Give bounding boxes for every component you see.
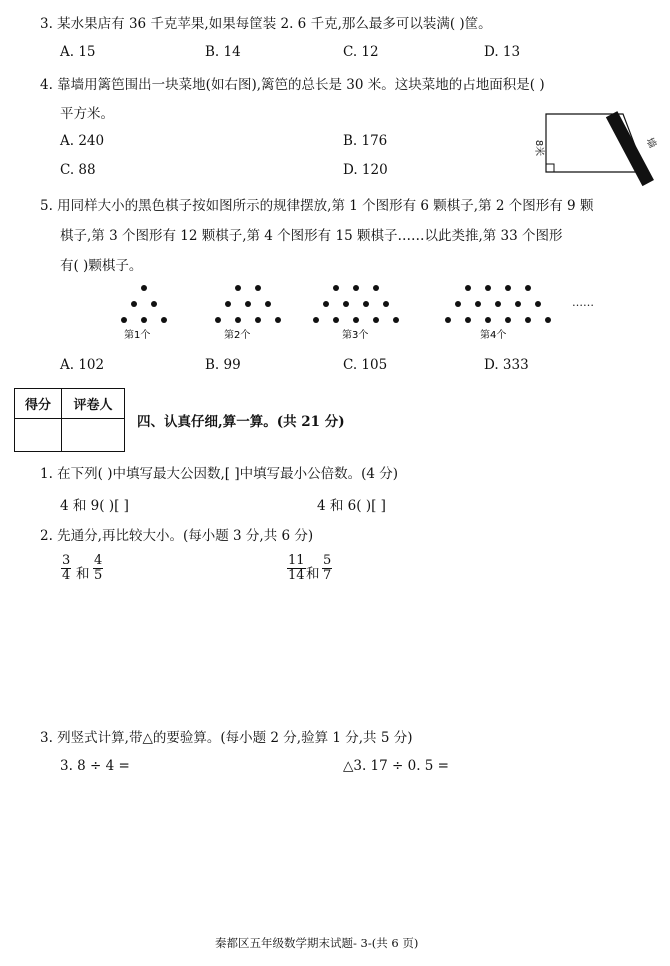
q4-option-a: A. 240 [60, 133, 105, 149]
and-label: 和 [76, 566, 90, 582]
garden-figure [528, 100, 662, 190]
page-footer: 秦都区五年级数学期末试题- 3-(共 6 页) [215, 936, 419, 950]
grader-header: 评卷人 [62, 389, 125, 419]
pattern-2-label: 第2个 [224, 330, 251, 341]
q5-option-d: D. 333 [484, 357, 529, 373]
q3-option-c: C. 12 [343, 44, 379, 60]
s2-text: 2. 先通分,再比较大小。(每小题 3 分,共 6 分) [40, 528, 314, 544]
pattern-ellipsis: …… [572, 296, 594, 309]
pattern-1-label: 第1个 [124, 330, 151, 341]
q3-option-d: D. 13 [484, 44, 521, 60]
s3-text: 3. 列竖式计算,带△的要验算。(每小题 2 分,验算 1 分,共 5 分) [40, 730, 413, 746]
s1-item2: 4 和 6( )[ ] [317, 498, 386, 514]
garden-side-label: 8米 [533, 139, 544, 157]
fraction-numerator: 11 [288, 553, 305, 568]
q5-text-line2: 棋子,第 3 个图形有 12 颗棋子,第 4 个图形有 15 颗棋子……以此类推,第 33 个图形 [60, 228, 563, 244]
q5-option-c: C. 105 [343, 357, 388, 373]
q4-option-d: D. 120 [343, 162, 388, 178]
fraction-5-7 [322, 554, 332, 583]
s3-item2: △3. 17 ÷ 0. 5 = [343, 758, 449, 774]
pattern-1 [121, 285, 167, 341]
chess-patterns [110, 280, 610, 345]
score-cell[interactable] [15, 419, 62, 452]
grader-cell[interactable] [62, 419, 125, 452]
score-table [14, 388, 125, 452]
score-header: 得分 [15, 389, 62, 419]
fraction-11-14 [287, 554, 306, 583]
pattern-4-label: 第4个 [480, 330, 507, 341]
q4-text-line2: 平方米。 [60, 106, 114, 122]
fraction-denominator: 7 [323, 568, 332, 583]
q4-text-line1: 4. 靠墙用篱笆围出一块菜地(如右图),篱笆的总长是 30 米。这块菜地的占地面积是( ) [40, 77, 545, 93]
q4-option-c: C. 88 [60, 162, 96, 178]
fraction-4-5 [93, 554, 103, 583]
fraction-denominator: 4 [62, 568, 71, 583]
pattern-4 [445, 285, 551, 341]
s1-text: 1. 在下列( )中填写最大公因数,[ ]中填写最小公倍数。(4 分) [40, 466, 399, 482]
s3-item1: 3. 8 ÷ 4 = [60, 758, 130, 774]
q3-text: 3. 某水果店有 36 千克苹果,如果每筐装 2. 6 千克,那么最多可以装满( )筐。 [40, 16, 492, 32]
pattern-3-label: 第3个 [342, 330, 369, 341]
s1-item1: 4 和 9( )[ ] [60, 498, 129, 514]
q4-option-b: B. 176 [343, 133, 388, 149]
fraction-denominator: 5 [94, 568, 103, 583]
garden-wall-label: 墙 [643, 136, 658, 151]
fraction-3-4 [61, 554, 71, 583]
pattern-3 [313, 285, 399, 341]
fraction-numerator: 4 [94, 553, 103, 568]
q5-text-line3: 有( )颗棋子。 [60, 258, 143, 274]
and-label: 和 [306, 566, 320, 582]
q5-option-b: B. 99 [205, 357, 241, 373]
fraction-numerator: 3 [62, 553, 71, 568]
pattern-2 [215, 285, 281, 341]
fraction-denominator: 14 [288, 568, 305, 583]
fraction-numerator: 5 [323, 553, 332, 568]
q5-option-a: A. 102 [60, 357, 105, 373]
q3-option-b: B. 14 [205, 44, 241, 60]
section-4-title: 四、认真仔细,算一算。(共 21 分) [137, 414, 345, 430]
q5-text-line1: 5. 用同样大小的黑色棋子按如图所示的规律摆放,第 1 个图形有 6 颗棋子,第 2 个图形有 9 颗 [40, 198, 594, 214]
q3-option-a: A. 15 [60, 44, 96, 60]
